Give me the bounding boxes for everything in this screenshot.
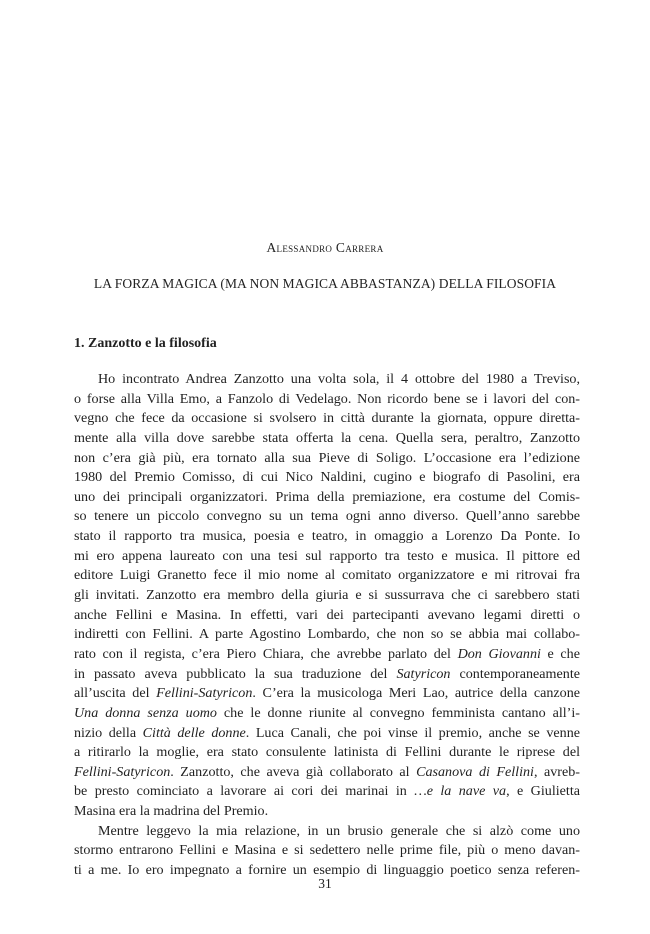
body-text (74, 370, 580, 881)
text-line: o forse alla Villa Emo, a Fanzolo di Vedelago. Non ricordo bene se i lavori del con- (74, 390, 580, 407)
text-line: be presto cominciato a lavorare ai cori dei marinai in …e la nave va, e Giulietta (74, 783, 580, 800)
text-line: stato il rapporto tra musica, poesia e teatro, in omaggio a Lorenzo Da Ponte. Io (74, 528, 580, 545)
text-line: all’uscita del Fellini-Satyricon. C’era la musicologa Meri Lao, autrice della canzone (74, 685, 580, 702)
text-line: Una donna senza uomo che le donne riunite al convegno femminista cantano all’i- (74, 704, 580, 721)
text-line: stormo entrarono Fellini e Masina e si sedettero nelle prime file, più o meno davan- (74, 842, 580, 859)
text-line: uno dei principali organizzatori. Prima della premiazione, era costume del Comis- (74, 488, 580, 505)
text-line: rato con il regista, c’era Piero Chiara, che avrebbe parlato del Don Giovanni e che (74, 645, 580, 662)
essay-title: LA FORZA MAGICA (MA NON MAGICA ABBASTANZA) DELLA FILOSOFIA (93, 276, 557, 291)
text-line: anche Fellini e Masina. In effetti, vari dei partecipanti avevano legami diretti o (74, 606, 580, 623)
text-line: in passato aveva pubblicato la sua traduzione del Satyricon contemporaneamente (74, 665, 580, 682)
text-line: Ho incontrato Andrea Zanzotto una volta sola, il 4 ottobre del 1980 a Treviso, (98, 371, 580, 387)
text-line: indiretti con Fellini. A parte Agostino Lombardo, che non so se abbia mai collabo- (74, 626, 580, 643)
text-line: Masina era la madrina del Premio. (74, 803, 269, 820)
section-heading: 1. Zanzotto e la filosofia (74, 336, 217, 351)
text-line: 1980 del Premio Comisso, di cui Nico Naldini, cugino e biografo di Pasolini, era (74, 469, 580, 486)
text-line: a ritirarlo la moglie, era stato consulente latinista di Fellini durante le riprese del (74, 744, 580, 761)
text-line: Mentre leggevo la mia relazione, in un brusio generale che si alzò come uno (98, 822, 580, 839)
text-line: vegno che fece da occasione si svolsero in città durante la giornata, oppure diretta- (74, 410, 580, 427)
text-line: ti a me. Io ero impegnato a fornire un esempio di linguaggio poetico senza referen- (74, 862, 580, 879)
page-number: 31 (318, 876, 332, 891)
text-line: so tenere un piccolo convegno su un tema ogni anno diverso. Quell’anno sarebbe (74, 508, 580, 525)
author-name: Alessandro Carrera (266, 240, 384, 255)
text-line: mi ero appena laureato con una tesi sul rapporto tra testo e musica. Il pittore ed (74, 547, 580, 564)
text-line: editore Luigi Granetto fece il mio nome al comitato organizzatore e mi ritrovai fra (74, 567, 580, 584)
text-line: non c’era già più, era tornato alla sua Pieve di Soligo. L’occasione era l’edizione (74, 449, 580, 466)
text-line: nizio della Città delle donne. Luca Canali, che poi vinse il premio, anche se venne (74, 724, 580, 741)
text-line: mente alla villa dove sarebbe stata offerta la cena. Quella sera, peraltro, Zanzotto (74, 429, 580, 446)
text-line: gli invitati. Zanzotto era membro della giuria e si sussurrava che ci sarebbero stati (74, 587, 580, 604)
text-line: Fellini-Satyricon. Zanzotto, che aveva già collaborato al Casanova di Fellini, avreb- (74, 763, 580, 780)
